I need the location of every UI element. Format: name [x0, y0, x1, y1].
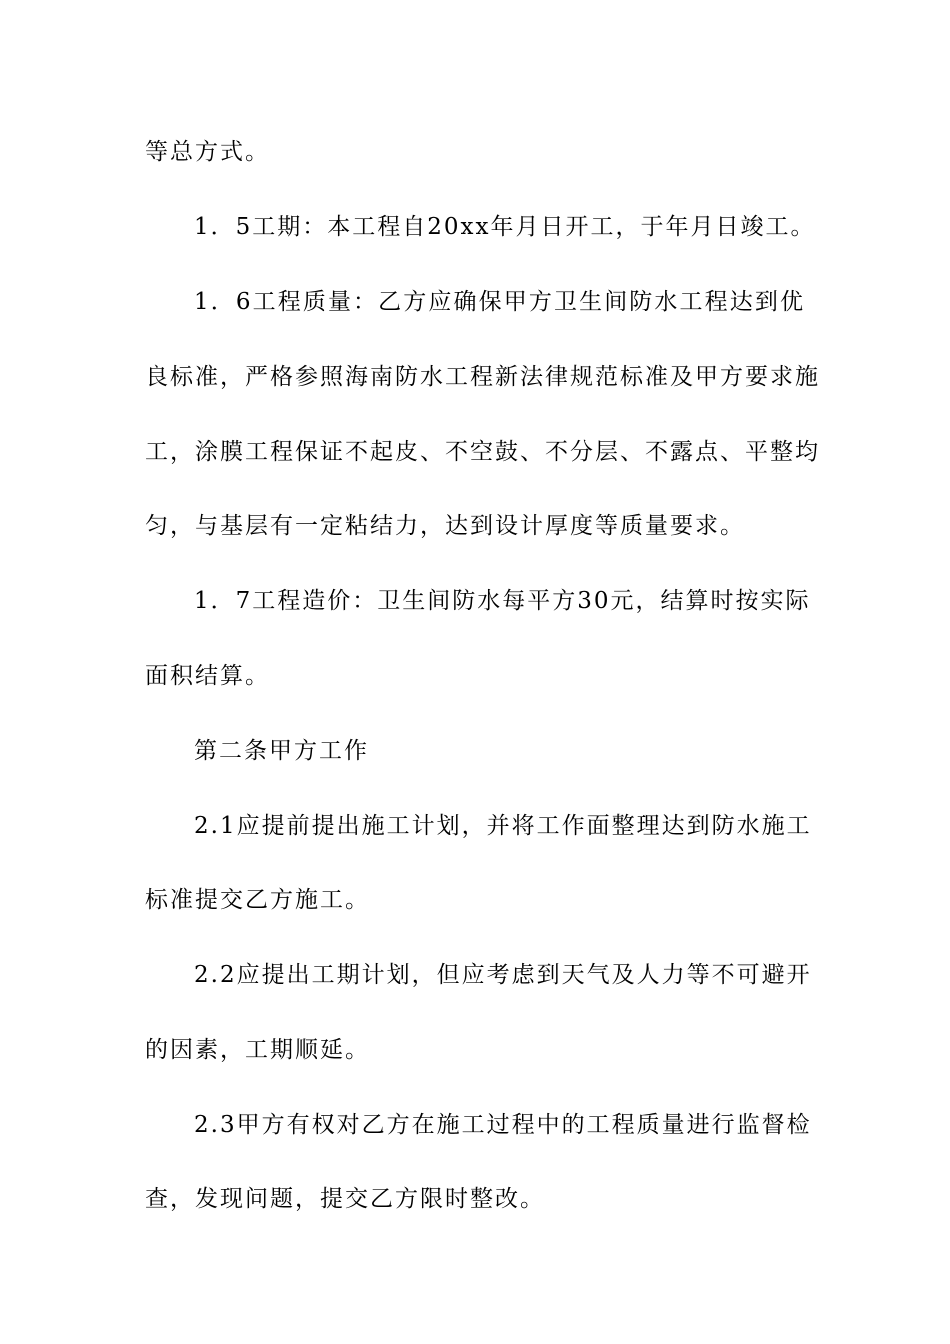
text-line: 良标准，严格参照海南防水工程新法律规范标准及甲方要求施	[145, 364, 820, 390]
text-line: 2.3甲方有权对乙方在施工过程中的工程质量进行监督检	[194, 1112, 812, 1138]
section-heading: 第二条甲方工作	[194, 738, 369, 764]
text-line: 标准提交乙方施工。	[145, 887, 370, 913]
text-line: 的因素，工期顺延。	[145, 1037, 370, 1063]
text-line: 匀，与基层有一定粘结力，达到设计厚度等质量要求。	[145, 513, 745, 539]
text-line: 查，发现问题，提交乙方限时整改。	[145, 1186, 545, 1212]
text-line: 2.2应提出工期计划，但应考虑到天气及人力等不可避开	[194, 962, 812, 988]
text-line: 1．7工程造价：卫生间防水每平方30元，结算时按实际	[194, 588, 811, 614]
text-line: 工，涂膜工程保证不起皮、不空鼓、不分层、不露点、平整均	[145, 439, 820, 465]
text-line: 1．6工程质量：乙方应确保甲方卫生间防水工程达到优	[194, 289, 805, 315]
text-line: 等总方式。	[145, 139, 270, 165]
text-line: 1．5工期：本工程自20xx年月日开工，于年月日竣工。	[194, 214, 816, 240]
text-line: 2.1应提前提出施工计划，并将工作面整理达到防水施工	[194, 813, 812, 839]
text-line: 面积结算。	[145, 663, 270, 689]
